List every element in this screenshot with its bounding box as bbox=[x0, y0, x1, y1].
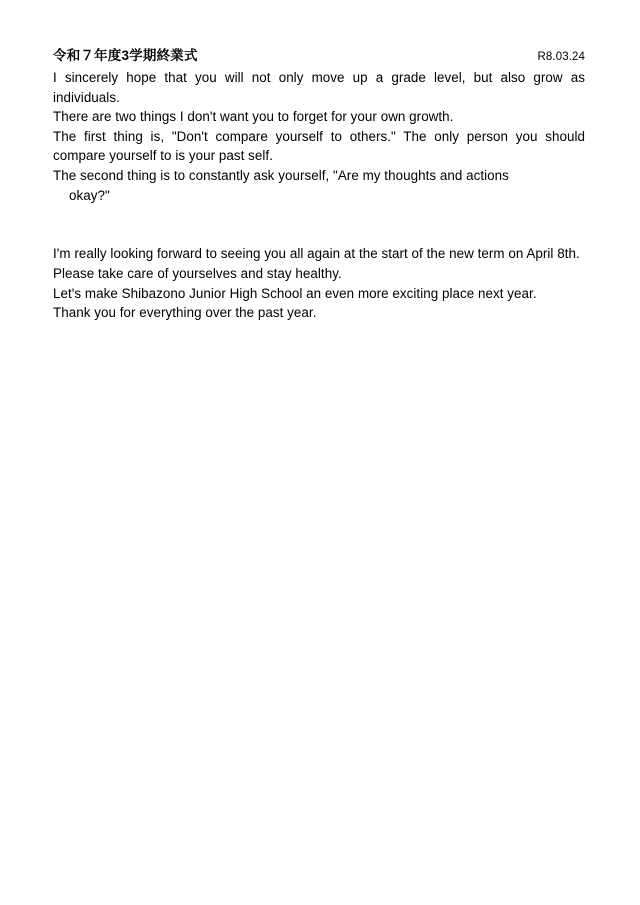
document-date: R8.03.24 bbox=[537, 51, 585, 63]
paragraph-2: There are two things I don't want you to forget for your own growth. bbox=[53, 109, 454, 125]
document-header bbox=[53, 44, 585, 64]
paragraph-spacer bbox=[53, 205, 585, 225]
blank-page-area bbox=[53, 323, 585, 324]
paragraph-6: Please take care of yourselves and stay healthy. bbox=[53, 265, 342, 281]
paragraph-4-line-1: The second thing is to constantly ask yourself, "Are my thoughts and actions bbox=[53, 167, 509, 183]
paragraph-5: I'm really looking forward to seeing you all again at the start of the new term on April 8th. bbox=[53, 246, 580, 262]
paragraph-spacer-2 bbox=[53, 225, 585, 245]
page-title: 令和７年度3学期終業式 bbox=[53, 48, 198, 63]
paragraph-8: Thank you for everything over the past year. bbox=[53, 305, 317, 321]
paragraph-1: I sincerely hope that you will not only move up a grade level, but also grow as individuals. bbox=[53, 70, 585, 105]
document-body bbox=[53, 68, 585, 323]
paragraph-7: Let's make Shibazono Junior High School an even more exciting place next year. bbox=[53, 285, 537, 301]
paragraph-3: The first thing is, "Don't compare yourself to others." The only person you should compare yourself to is your past self. bbox=[53, 128, 585, 164]
paragraph-4-line-2: okay?" bbox=[69, 187, 110, 203]
